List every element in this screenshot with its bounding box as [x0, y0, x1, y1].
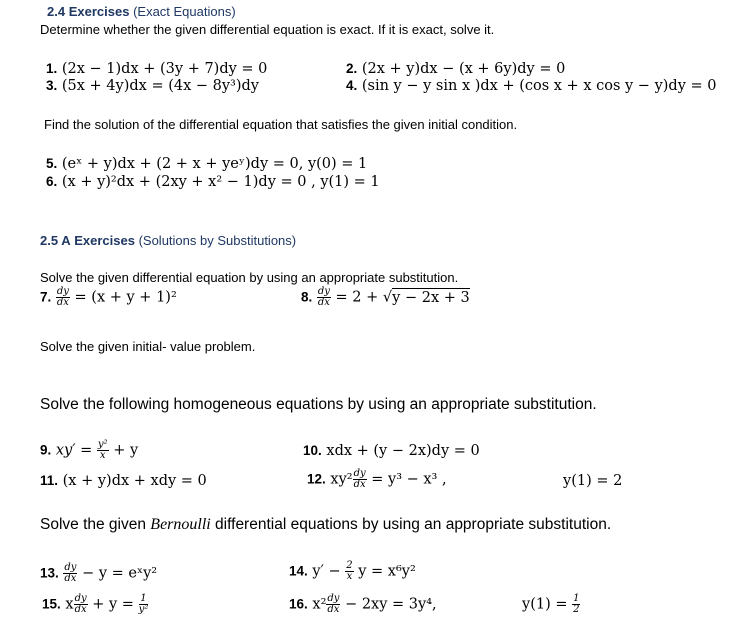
instruction-substitution: Solve the given differential equation by using an appropriate substitution.: [40, 270, 459, 285]
problem-14: 14. y′ − $\frac{2}{x}$ y = x⁶y²: [289, 560, 416, 582]
problem-9: 9. xy′ = $\frac{\text{y²}}{x}$ + y: [40, 439, 139, 461]
derivative-fraction: $\frac{dy}{dx}$: [56, 286, 69, 308]
problem-13: 13. $\frac{dy}{dx}$ − y = eˣy²: [40, 562, 158, 584]
section-2-5a-heading: [40, 233, 296, 248]
fraction: $\frac{2}{x}$: [346, 560, 353, 582]
section-number: 2.4: [47, 4, 66, 19]
problem-12: 12. xy² $\frac{dy}{dx}$ = y³ − x³ ,: [307, 468, 447, 490]
section-heading-rest: (Solutions by Substitutions): [138, 233, 297, 248]
problem-16-condition: y(1) = $\frac{1}{2}$: [522, 593, 580, 615]
problem-3: 3. (5x + 4y)dx = (4x − 8y³)dy: [46, 78, 259, 94]
instruction-homogeneous: Solve the following homogeneous equations by using an appropriate substitution.: [40, 396, 597, 413]
problem-5: 5. (eˣ + y)dx + (2 + x + yeʸ)dy = 0, y(0) = 1: [46, 156, 368, 172]
derivative-fraction: $\frac{dy}{dx}$: [74, 593, 87, 615]
problem-7: 7. $\frac{dy}{dx}$ = (x + y + 1)²: [40, 286, 177, 308]
derivative-fraction: $\frac{dy}{dx}$: [353, 468, 366, 490]
instruction-bernoulli: Solve the given Bernoulli differential equations by using an appropriate substitution.: [40, 516, 612, 533]
section-heading-bold: Exercises: [68, 4, 130, 19]
problem-16: 16. x² $\frac{dy}{dx}$ − 2xy = 3y⁴,: [289, 593, 437, 615]
problem-2: 2. (2x + y)dx − (x + 6y)dy = 0: [346, 61, 566, 77]
section-heading-rest: (Exact Equations): [133, 4, 236, 19]
problem-10: 10. xdx + (y − 2x)dy = 0: [303, 443, 480, 459]
fraction: $\frac{\text{y²}}{x}$: [97, 439, 108, 461]
sqrt-icon: √: [382, 289, 393, 306]
fraction: $\frac{1}{2}$: [573, 593, 580, 615]
problem-11: 11. (x + y)dx + xdy = 0: [40, 473, 207, 489]
section-number: 2.5 A: [40, 233, 71, 248]
derivative-fraction: $\frac{dy}{dx}$: [64, 562, 77, 584]
problem-4: 4. (sin y − y sin x )dx + (cos x + x cos y − y)dy = 0: [346, 78, 717, 94]
instruction-initial-condition: Find the solution of the differential equation that satisfies the given initial condition.: [44, 117, 518, 132]
problem-1: 1. (2x − 1)dx + (3y + 7)dy = 0: [46, 61, 268, 77]
fraction: $\frac{1}{\text{y²}}$: [138, 593, 149, 615]
derivative-fraction: $\frac{dy}{dx}$: [327, 593, 340, 615]
instruction-ivp: Solve the given initial- value problem.: [40, 339, 256, 354]
section-2-4-heading: [47, 4, 236, 19]
problem-8: 8. $\frac{dy}{dx}$ = 2 + √y − 2x + 3: [301, 286, 470, 308]
section-heading-bold: Exercises: [74, 233, 135, 248]
problem-15: 15. x $\frac{dy}{dx}$ + y = $\frac{1}{\text{y²}}$: [42, 593, 149, 615]
problem-6: 6. (x + y)²dx + (2xy + x² − 1)dy = 0 , y(1) = 1: [46, 174, 380, 190]
instruction-exact: Determine whether the given differential equation is exact. If it is exact, solve it.: [40, 22, 495, 37]
problem-12-condition: y(1) = 2: [563, 473, 623, 489]
derivative-fraction: $\frac{dy}{dx}$: [317, 286, 330, 308]
